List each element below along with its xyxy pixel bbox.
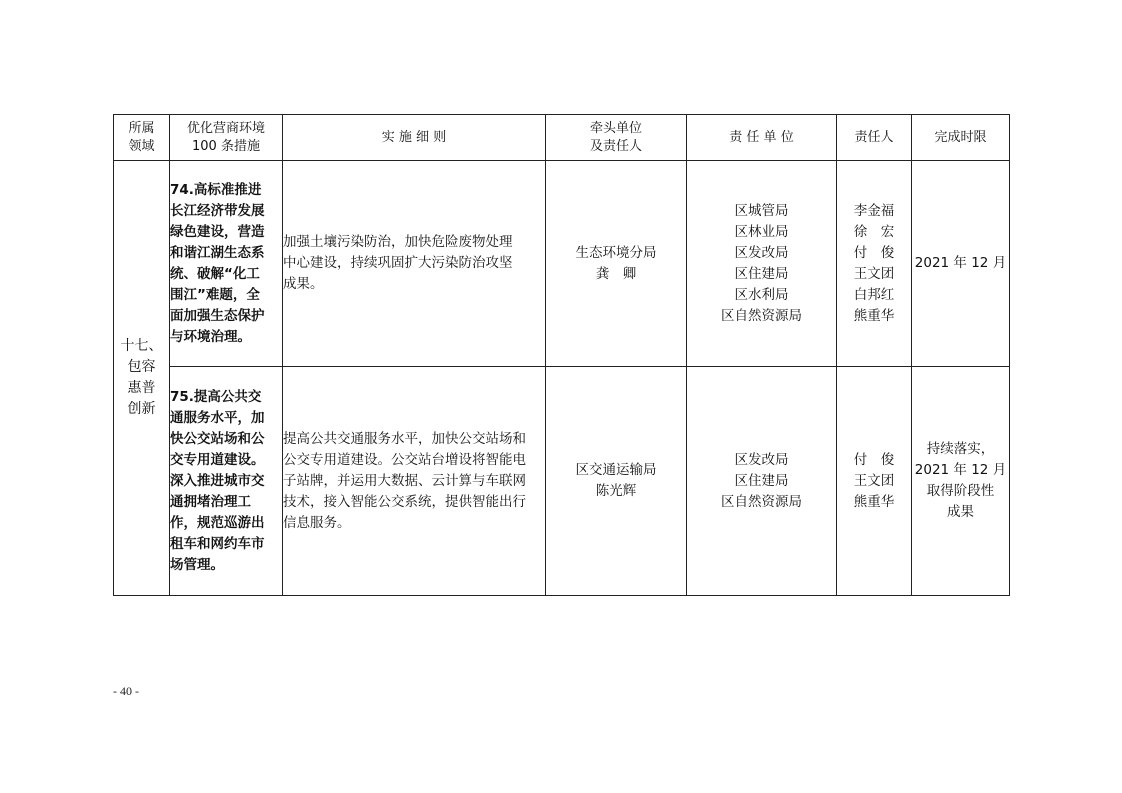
measures-table xyxy=(113,114,1010,596)
lead-cell: 区交通运输局 陈光辉 xyxy=(546,367,687,596)
deadline-cell: 2021 年 12 月 xyxy=(912,161,1010,367)
person-cell: 李金福 徐 宏 付 俊 王文团 白邦红 熊重华 xyxy=(837,161,912,367)
header-details: 实 施 细 则 xyxy=(283,115,546,161)
header-lead: 牵头单位 及责任人 xyxy=(546,115,687,161)
header-row xyxy=(114,115,1010,161)
header-units: 责 任 单 位 xyxy=(687,115,837,161)
table-row xyxy=(114,367,1010,596)
header-domain: 所属 领域 xyxy=(114,115,170,161)
header-person: 责任人 xyxy=(837,115,912,161)
page-number: - 40 - xyxy=(113,684,139,698)
detail-cell: 提高公共交通服务水平，加快公交站场和 公交专用道建设。公交站台增设将智能电 子站牌，并运用大数据、云计算与车联网 技术，接入智能公交系统，提供智能出行 信息服务。 xyxy=(283,367,546,596)
measure-cell: 75.提高公共交 通服务水平，加 快公交站场和公 交专用道建设。 深入推进城市交 通拥堵治理工 作，规范巡游出 租车和网约车市 场管理。 xyxy=(170,367,283,596)
category-cell: 十七、 包容 惠普 创新 xyxy=(114,161,170,596)
lead-cell: 生态环境分局 龚 卿 xyxy=(546,161,687,367)
header-measures: 优化营商环境 100 条措施 xyxy=(170,115,283,161)
detail-cell: 加强土壤污染防治，加快危险废物处理 中心建设，持续巩固扩大污染防治攻坚 成果。 xyxy=(283,161,546,367)
header-deadline: 完成时限 xyxy=(912,115,1010,161)
units-cell: 区发改局 区住建局 区自然资源局 xyxy=(687,367,837,596)
measure-cell: 74.高标准推进 长江经济带发展 绿色建设，营造 和谐江湖生态系 统、破解“化工 围江”难题，全 面加强生态保护 与环境治理。 xyxy=(170,161,283,367)
person-cell: 付 俊 王文团 熊重华 xyxy=(837,367,912,596)
deadline-cell: 持续落实， 2021 年 12 月 取得阶段性 成果 xyxy=(912,367,1010,596)
table-row xyxy=(114,161,1010,367)
units-cell: 区城管局 区林业局 区发改局 区住建局 区水利局 区自然资源局 xyxy=(687,161,837,367)
